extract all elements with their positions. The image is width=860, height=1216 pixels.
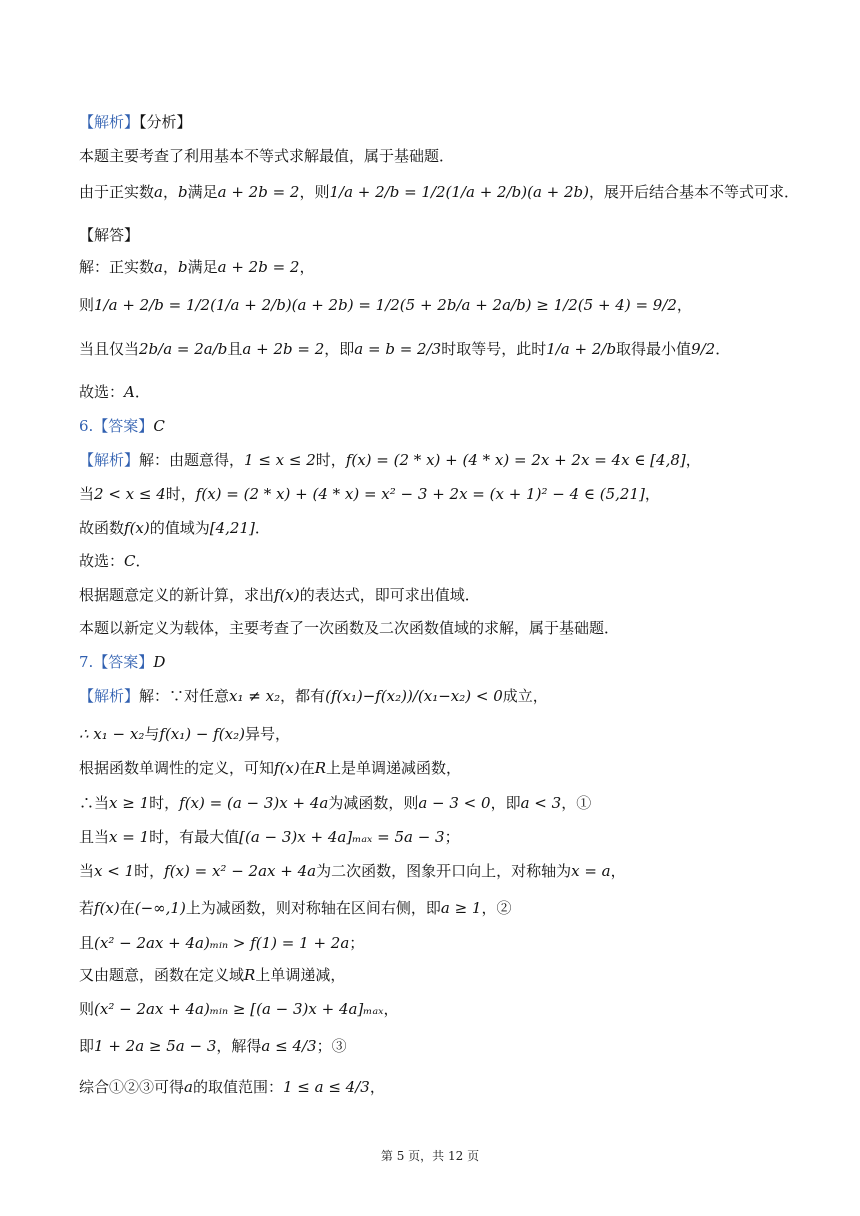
text-line <box>79 550 151 572</box>
text-fragment: ， <box>610 862 626 880</box>
text-fragment: 上单调递减， <box>255 966 346 984</box>
text-fragment: 【分析】 <box>139 113 192 131</box>
text-fragment: ； <box>444 828 460 846</box>
text-fragment: 的值域为 <box>149 519 210 537</box>
text-line <box>79 483 660 505</box>
text-fragment: ， <box>369 1078 385 1096</box>
text-fragment: 若 <box>79 899 95 917</box>
text-fragment: ；③ <box>316 1037 347 1055</box>
text-fragment: ． <box>134 383 150 401</box>
text-fragment: ， <box>685 451 701 469</box>
text-fragment: 时， <box>149 794 180 812</box>
section-label: 【解析】 <box>79 687 140 705</box>
text-fragment: 由于正实数 <box>79 183 155 201</box>
text-line <box>79 792 591 814</box>
math-expression: b <box>177 183 188 201</box>
text-fragment: 满足 <box>187 183 218 201</box>
text-fragment: ， <box>644 485 660 503</box>
text-line <box>79 111 192 133</box>
text-line <box>79 826 460 848</box>
text-line <box>79 338 730 360</box>
text-fragment: ，解得 <box>216 1037 262 1055</box>
math-expression: a <box>184 1078 193 1096</box>
text-fragment: ． <box>254 519 270 537</box>
math-expression: a <box>154 258 163 276</box>
math-expression: C <box>124 552 136 570</box>
math-expression: a <box>154 183 163 201</box>
text-fragment: ，展开后结合基本不等式可求． <box>589 183 800 201</box>
text-line <box>79 224 139 246</box>
math-expression: a = b = 2/3 <box>354 340 442 358</box>
math-expression: 1 ≤ x ≤ 2 <box>244 451 316 469</box>
math-expression: x ≥ 1 <box>109 794 150 812</box>
text-fragment: 故选： <box>79 383 125 401</box>
text-line <box>79 685 548 707</box>
math-expression: a < 3 <box>520 794 562 812</box>
text-line <box>79 897 511 919</box>
text-fragment: 【解答】 <box>79 226 140 244</box>
math-expression: A <box>124 383 135 401</box>
page-footer: 第 5 页，共 12 页 <box>380 1149 480 1163</box>
text-line <box>79 1076 385 1098</box>
text-fragment: 时， <box>134 862 165 880</box>
section-label: 【解析】 <box>79 113 140 131</box>
text-fragment: 解：由题意得， <box>139 451 245 469</box>
math-expression: b <box>177 258 188 276</box>
math-expression: f(x) <box>124 519 150 537</box>
math-expression: R <box>244 966 256 984</box>
math-expression: a + 2b = 2 <box>217 183 300 201</box>
math-expression: a + 2b = 2 <box>217 258 300 276</box>
math-expression: f(x) <box>274 586 300 604</box>
math-expression: x₁ ≠ x₂ <box>229 687 281 705</box>
math-expression: [4,21] <box>209 519 255 537</box>
text-fragment: 故选： <box>79 552 125 570</box>
math-expression: f(x) <box>274 759 300 777</box>
text-fragment: ， <box>676 296 692 314</box>
math-expression: 1 ≤ a ≤ 4/3 <box>282 1078 370 1096</box>
text-fragment: 与 <box>144 725 160 743</box>
text-line <box>79 256 314 278</box>
math-expression: (f(x₁)−f(x₂))/(x₁−x₂) < 0 <box>325 687 503 705</box>
math-expression: f(x) = (a − 3)x + 4a <box>179 794 329 812</box>
text-line <box>79 294 692 316</box>
text-line <box>79 145 454 167</box>
text-fragment: ，则 <box>299 183 330 201</box>
section-label: 6.【答案】 <box>79 417 154 435</box>
text-fragment: 为减函数，则 <box>328 794 419 812</box>
text-fragment: 即 <box>79 1037 95 1055</box>
text-fragment: ∴当 <box>79 794 110 812</box>
text-line <box>79 181 799 203</box>
text-fragment: 且 <box>79 934 95 952</box>
math-expression: 1 + 2a ≥ 5a − 3 <box>94 1037 217 1055</box>
text-line <box>79 1035 347 1057</box>
text-fragment: 为二次函数，图象开口向上，对称轴为 <box>316 862 572 880</box>
text-fragment: 综合①②③可得 <box>79 1078 185 1096</box>
text-fragment: 时，有最大值 <box>149 828 240 846</box>
text-fragment: 则 <box>79 1000 95 1018</box>
math-expression: f(x) = (2 * x) + (4 * x) = 2x + 2x = 4x ∈ [4,8] <box>345 451 686 469</box>
math-expression: x = a <box>571 862 611 880</box>
math-expression: 1/a + 2/b = 1/2(1/a + 2/b)(a + 2b) <box>329 183 590 201</box>
math-expression: C <box>153 417 165 435</box>
text-fragment: 又由题意，函数在定义域 <box>79 966 245 984</box>
text-fragment: ． <box>135 552 151 570</box>
text-fragment: ， <box>299 258 315 276</box>
math-expression: 2b/a = 2a/b <box>139 340 228 358</box>
text-line <box>79 381 150 403</box>
text-fragment: 上为减函数，则对称轴在区间右侧，即 <box>185 899 441 917</box>
text-fragment: 本题以新定义为载体，主要考查了一次函数及二次函数值域的求解，属于基础题． <box>79 619 620 637</box>
text-line <box>79 998 398 1020</box>
text-fragment: 解：正实数 <box>79 258 155 276</box>
math-expression: a − 3 < 0 <box>418 794 491 812</box>
math-expression: (x² − 2ax + 4a)ₘᵢₙ > f(1) = 1 + 2a <box>94 934 350 952</box>
text-line <box>79 757 461 779</box>
text-fragment: ， <box>162 258 178 276</box>
text-fragment: 取得最小值 <box>616 340 692 358</box>
text-fragment: ，都有 <box>280 687 326 705</box>
math-expression: (x² − 2ax + 4a)ₘᵢₙ ≥ [(a − 3)x + 4a]ₘₐₓ <box>94 1000 384 1018</box>
math-expression: a + 2b = 2 <box>242 340 325 358</box>
text-fragment: 上是单调递减函数， <box>326 759 462 777</box>
text-fragment: 当且仅当 <box>79 340 140 358</box>
text-line <box>79 964 345 986</box>
text-fragment: 的表达式，即可求出值域． <box>299 586 480 604</box>
text-fragment: ，① <box>561 794 592 812</box>
text-fragment: 根据函数单调性的定义，可知 <box>79 759 275 777</box>
math-expression: [(a − 3)x + 4a]ₘₐₓ = 5a − 3 <box>239 828 445 846</box>
text-fragment: 当 <box>79 862 95 880</box>
math-expression: f(x) <box>94 899 120 917</box>
section-label: 【解析】 <box>79 451 140 469</box>
text-fragment: 且当 <box>79 828 110 846</box>
text-fragment: ． <box>715 340 731 358</box>
text-line <box>79 415 165 437</box>
math-expression: a ≥ 1 <box>440 899 482 917</box>
math-expression: (−∞,1) <box>134 899 186 917</box>
math-expression: R <box>314 759 327 777</box>
math-expression: ∴ x₁ − x₂ <box>79 725 145 743</box>
text-fragment: 根据题意定义的新计算，求出 <box>79 586 275 604</box>
text-line <box>79 517 270 539</box>
text-line <box>79 932 364 954</box>
math-expression: x < 1 <box>94 862 135 880</box>
text-fragment: 则 <box>79 296 95 314</box>
text-fragment: 本题主要考查了利用基本不等式求解最值，属于基础题． <box>79 147 455 165</box>
text-line <box>79 584 480 606</box>
text-fragment: 的取值范围： <box>192 1078 283 1096</box>
text-fragment: 故函数 <box>79 519 125 537</box>
text-fragment: 在 <box>299 759 315 777</box>
text-fragment: 成立， <box>502 687 548 705</box>
text-line <box>79 860 626 882</box>
text-fragment: 解：∵对任意 <box>139 687 230 705</box>
math-expression: f(x) = (2 * x) + (4 * x) = x² − 3 + 2x = (x + 1)² − 4 ∈ (5,21] <box>195 485 645 503</box>
text-fragment: 时， <box>315 451 346 469</box>
text-fragment: 当 <box>79 485 95 503</box>
text-fragment: ， <box>162 183 178 201</box>
text-line <box>79 651 165 673</box>
text-fragment: ， <box>383 1000 399 1018</box>
text-fragment: 异号， <box>244 725 290 743</box>
text-fragment: ，即 <box>490 794 521 812</box>
math-expression: f(x) = x² − 2ax + 4a <box>164 862 317 880</box>
math-expression: D <box>153 653 166 671</box>
text-line <box>79 723 290 745</box>
math-expression: 2 < x ≤ 4 <box>94 485 166 503</box>
text-fragment: ，② <box>481 899 512 917</box>
text-line <box>79 449 701 471</box>
text-fragment: 时取等号，此时 <box>441 340 547 358</box>
text-fragment: ； <box>349 934 365 952</box>
math-expression: a ≤ 4/3 <box>261 1037 317 1055</box>
text-line <box>79 617 619 639</box>
math-expression: 9/2 <box>691 340 716 358</box>
text-fragment: 在 <box>119 899 135 917</box>
text-fragment: 时， <box>165 485 196 503</box>
section-label: 7.【答案】 <box>79 653 154 671</box>
text-fragment: ，即 <box>324 340 355 358</box>
text-fragment: 满足 <box>187 258 218 276</box>
text-fragment: 且 <box>227 340 243 358</box>
math-expression: 1/a + 2/b <box>546 340 617 358</box>
math-expression: f(x₁) − f(x₂) <box>159 725 245 743</box>
math-expression: 1/a + 2/b = 1/2(1/a + 2/b)(a + 2b) = 1/2(5 + 2b/a + 2a/b) ≥ 1/2(5 + 4) = 9/2 <box>94 296 677 314</box>
math-expression: x = 1 <box>109 828 150 846</box>
